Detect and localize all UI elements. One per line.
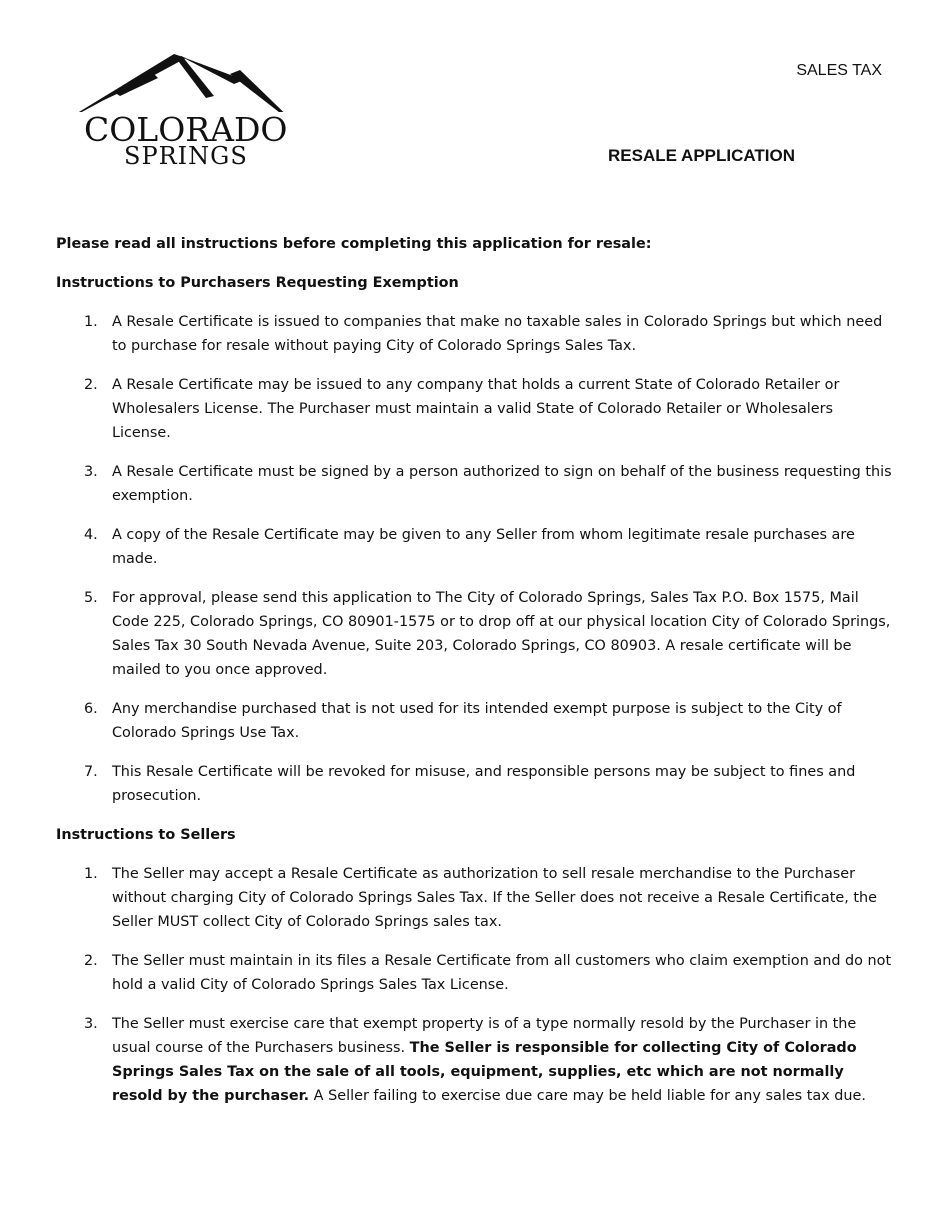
- page-title: RESALE APPLICATION: [608, 146, 796, 165]
- purchasers-heading: Instructions to Purchasers Requesting Exemption: [56, 275, 459, 291]
- list-item-text-end: A Seller failing to exercise due care may be held liable for any sales tax due.: [309, 1088, 866, 1104]
- list-number: 3.: [84, 464, 98, 480]
- intro-text: Please read all instructions before completing this application for resale:: [56, 236, 652, 252]
- purchasers-instructions-list: [56, 310, 896, 808]
- list-item: [56, 949, 896, 997]
- city-logo: [54, 52, 304, 174]
- list-number: 2.: [84, 953, 98, 969]
- list-item-text: A Resale Certificate is issued to companies that make no taxable sales in Colorado Springs but which need to purchase for resale without paying City of Colorado Springs Sales Tax.: [112, 314, 883, 354]
- list-item-text: For approval, please send this application to The City of Colorado Springs, Sales Tax P.O. Box 1575, Mail Code 225, Colorado Springs, CO 80901-1575 or to drop off at our physical location City of Colorado Springs, Sales Tax 30 South Nevada Avenue, Suite 203, Colorado Springs, CO 80903. A resale certificate will be mailed to you once approved.: [112, 590, 891, 678]
- list-number: 4.: [84, 527, 98, 543]
- list-number: 5.: [84, 590, 98, 606]
- list-number: 3.: [84, 1016, 98, 1032]
- list-number: 1.: [84, 314, 98, 330]
- list-item: [56, 460, 896, 508]
- list-item: [56, 1012, 896, 1108]
- list-item: [56, 862, 896, 934]
- list-item: [56, 373, 896, 445]
- sellers-heading: Instructions to Sellers: [56, 827, 236, 843]
- list-item-text: A Resale Certificate must be signed by a person authorized to sign on behalf of the business requesting this exemption.: [112, 464, 892, 504]
- list-item: [56, 760, 896, 808]
- department-label: SALES TAX: [796, 62, 882, 79]
- mountain-peaks-icon: [54, 52, 304, 112]
- list-item-text: Any merchandise purchased that is not used for its intended exempt purpose is subject to the City of Colorado Springs Use Tax.: [112, 701, 842, 741]
- list-item-text: The Seller must maintain in its files a Resale Certificate from all customers who claim exemption and do not hold a valid City of Colorado Springs Sales Tax License.: [112, 953, 892, 993]
- sellers-instructions-list: [56, 862, 896, 1108]
- logo-text-springs: SPRINGS: [124, 142, 248, 170]
- list-item: [56, 310, 896, 358]
- list-number: 1.: [84, 866, 98, 882]
- list-item: [56, 697, 896, 745]
- list-number: 6.: [84, 701, 98, 717]
- list-item: [56, 586, 896, 682]
- list-number: 2.: [84, 377, 98, 393]
- list-item-text: The Seller may accept a Resale Certificate as authorization to sell resale merchandise to the Purchaser without charging City of Colorado Springs Sales Tax. If the Seller does not receive a Resale Certificate, the Seller MUST collect City of Colorado Springs sales tax.: [112, 866, 877, 930]
- document-body: [56, 232, 896, 1123]
- list-number: 7.: [84, 764, 98, 780]
- list-item: [56, 523, 896, 571]
- list-item-text: A copy of the Resale Certificate may be given to any Seller from whom legitimate resale purchases are made.: [112, 527, 855, 567]
- list-item-text: A Resale Certificate may be issued to any company that holds a current State of Colorado Retailer or Wholesalers License. The Purchaser must maintain a valid State of Colorado Retailer or Wholesalers License.: [112, 377, 840, 441]
- seller-responsibility-notice: The Seller is responsible for collecting City of Colorado Springs Sales Tax on the sale of all tools, equipment, supplies, etc which are not normally resold by the purchaser.: [112, 1040, 857, 1104]
- list-item-text-start: The Seller must exercise care that exempt property is of a type normally resold by the Purchaser in the usual course of the Purchasers business.: [112, 1016, 857, 1056]
- logo-text-colorado: COLORADO: [84, 110, 288, 149]
- list-item-text: This Resale Certificate will be revoked for misuse, and responsible persons may be subject to fines and prosecution.: [112, 764, 856, 804]
